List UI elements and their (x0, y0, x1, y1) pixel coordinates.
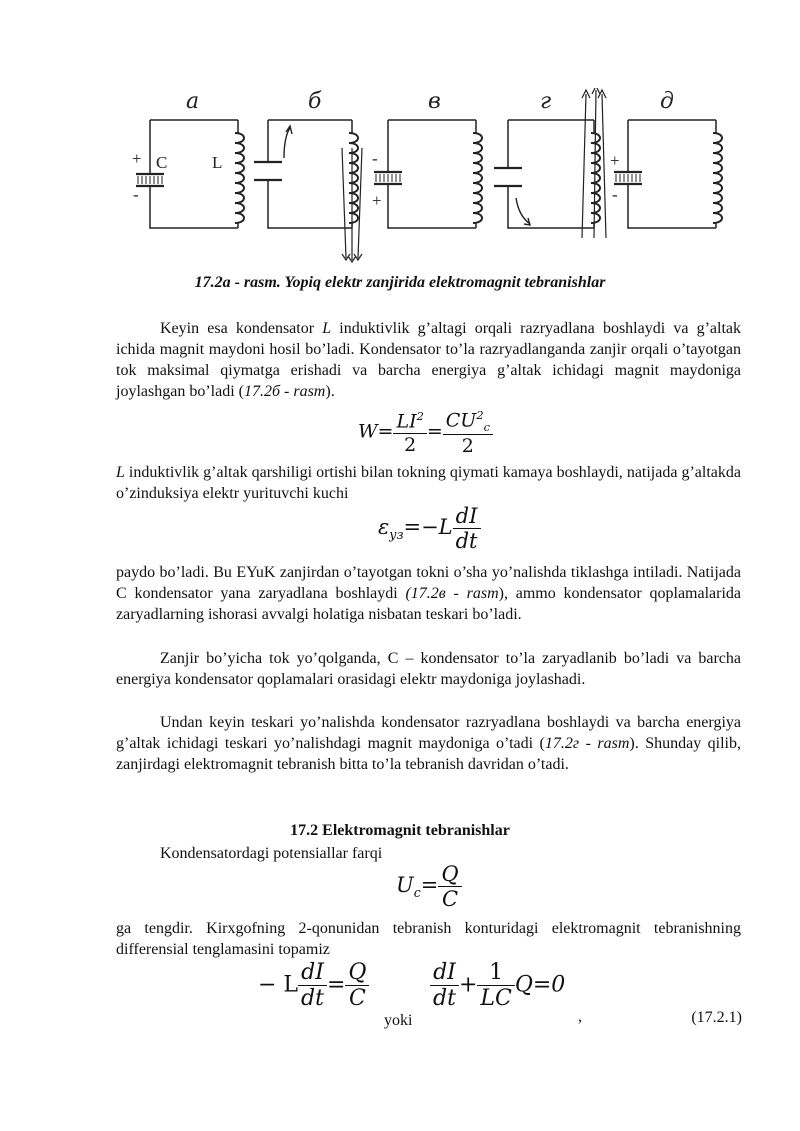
section-heading: 17.2 Elektromagnit tebranishlar (290, 822, 510, 839)
numerator: Q (345, 960, 369, 986)
capacitor-label-c: C (156, 153, 168, 172)
uc-formula (396, 862, 462, 911)
prefix: − L (258, 972, 299, 998)
equals: = (426, 420, 443, 443)
text-run: Keyin esa kondensator (160, 320, 323, 337)
rhs: =−L (403, 515, 453, 539)
inductor-label-l: L (212, 153, 223, 172)
minus-sign: - (133, 185, 139, 204)
paragraph-1 (116, 318, 741, 402)
energy-formula (358, 408, 493, 457)
denominator: LC (480, 986, 512, 1011)
paragraph-3 (116, 562, 741, 625)
numerator: dI (298, 960, 327, 986)
comma: , (578, 1008, 582, 1025)
panel-label-d: д (660, 89, 674, 114)
denominator: C (441, 887, 459, 911)
symbol-epsilon: ε (378, 515, 390, 539)
panel-a (136, 120, 238, 228)
text-run: induktivlik g’altak qarshiligi ortishi bilan tokning qiymati kamaya boshlaydi, natijada g’altakda o’zinduksiya elektr yurituvchi kuchi (116, 464, 741, 502)
panel-label-v: в (428, 89, 441, 114)
symbol-l: L (116, 464, 125, 481)
equation-number: (17.2.1) (691, 1009, 742, 1026)
paragraph-6: Kondensatordagi potensiallar farqi (160, 845, 383, 862)
exponent: 2 (476, 408, 484, 422)
text-run: ), ammo kondensator qoplamalarida zaryadlarning ishorasi avvalgi holatiga nisbatan teskari bo’ladi. (116, 585, 742, 623)
denominator: dt (433, 986, 456, 1011)
subscript: c (413, 885, 421, 901)
lc-circuit-figure (120, 88, 760, 268)
numerator: CU (445, 409, 477, 432)
figure-reference: 17.2б - rasm (243, 383, 326, 400)
equals: = (326, 972, 346, 998)
paragraph-5 (116, 712, 741, 775)
fraction (345, 960, 369, 1011)
exponent: 2 (416, 409, 424, 424)
panel-d (614, 120, 716, 228)
paragraph-2 (116, 462, 741, 504)
paragraph-4: Zanjir bo’yicha tok yo’qolganda, C – kondensator to’la zaryadlanib bo’ladi va barcha energiya kondensator qoplamalari orasidagi elektr maydoniga joylashadi. (116, 650, 741, 688)
plus-sign-v: + (372, 191, 382, 210)
numerator: 1 (477, 960, 514, 986)
panel-label-b: б (308, 89, 322, 114)
subscript: уз (389, 527, 404, 543)
subscript: c (483, 420, 490, 435)
kirchhoff-equation-right (430, 960, 565, 1011)
plus-sign-d: + (610, 151, 620, 170)
panel-b (254, 120, 362, 262)
denominator: dt (455, 529, 478, 553)
symbol-l: L (322, 320, 332, 337)
text-run: ). (325, 383, 335, 400)
plus: + (458, 972, 478, 998)
panel-label-a: а (186, 89, 200, 114)
fraction (393, 409, 426, 455)
fraction (453, 504, 481, 553)
equals: = (377, 420, 394, 443)
numerator: dI (430, 960, 459, 986)
yoki-text: yoki (384, 1012, 413, 1029)
fraction (477, 960, 514, 1011)
text-run: Undan keyin teskari yo’nalishda kondensator razryadlana boshlaydi va barcha energiya g’altak ichidagi teskari yo’nalishdagi magnit maydoniga o’tadi ( (116, 714, 741, 752)
fraction (430, 960, 459, 1011)
text-run: ). Shunday qilib, zanjirdagi elektromagnit tebranish bitta to’la tebranish davridan o’tadi. (116, 735, 741, 773)
paragraph-7: ga tengdir. Kirxgofning 2-qonunidan tebranish konturidagi elektromagnit tebranishning differensial tenglamasini topamiz (116, 920, 741, 958)
equation-tail: Q=0 (514, 972, 566, 998)
denominator: 2 (404, 433, 417, 456)
kirchhoff-equation-left (258, 960, 369, 1011)
denominator: C (349, 986, 366, 1011)
fraction (443, 408, 493, 457)
minus-sign-v: - (372, 149, 378, 168)
minus-sign-d: - (612, 185, 618, 204)
text-run: induktivlik g’altagi orqali razryadlana boshlaydi va g’altak ichida magnit maydoni hosil bo’ladi. Kondensator to’la razryadlanganda zanjir orqali o’tayotgan tok maksimal qiymatga erishadi va barcha energiya g’altak ichidagi magnit maydoniga joylashgan bo’ladi ( (116, 320, 742, 400)
circuit-diagram (120, 88, 760, 268)
equals: = (420, 873, 439, 897)
numerator: Q (438, 862, 461, 887)
fraction (438, 862, 461, 911)
emf-formula (378, 504, 481, 553)
symbol-w: W (358, 420, 378, 443)
figure-reference: 17.2г - rasm (544, 735, 630, 752)
numerator: dI (453, 504, 481, 529)
figure-caption: 17.2a - rasm. Yopiq elektr zanjirida elektromagnit tebranishlar (194, 274, 606, 291)
text-run: paydo bo’ladi. Bu EYuK zanjirdan o’tayotgan tokni o’sha yo’nalishda tiklashga intiladi. Natijada C kondensator yana zaryadlana boshlaydi (116, 564, 741, 602)
denominator: 2 (461, 435, 474, 458)
figure-reference: (17.2в - rasm (405, 585, 499, 602)
panel-v (374, 120, 476, 228)
denominator: dt (301, 986, 324, 1011)
symbol-u: U (396, 873, 414, 897)
fraction (298, 960, 327, 1011)
plus-sign: + (132, 149, 142, 168)
panel-label-g: г (540, 89, 552, 114)
numerator: LI (396, 410, 417, 433)
